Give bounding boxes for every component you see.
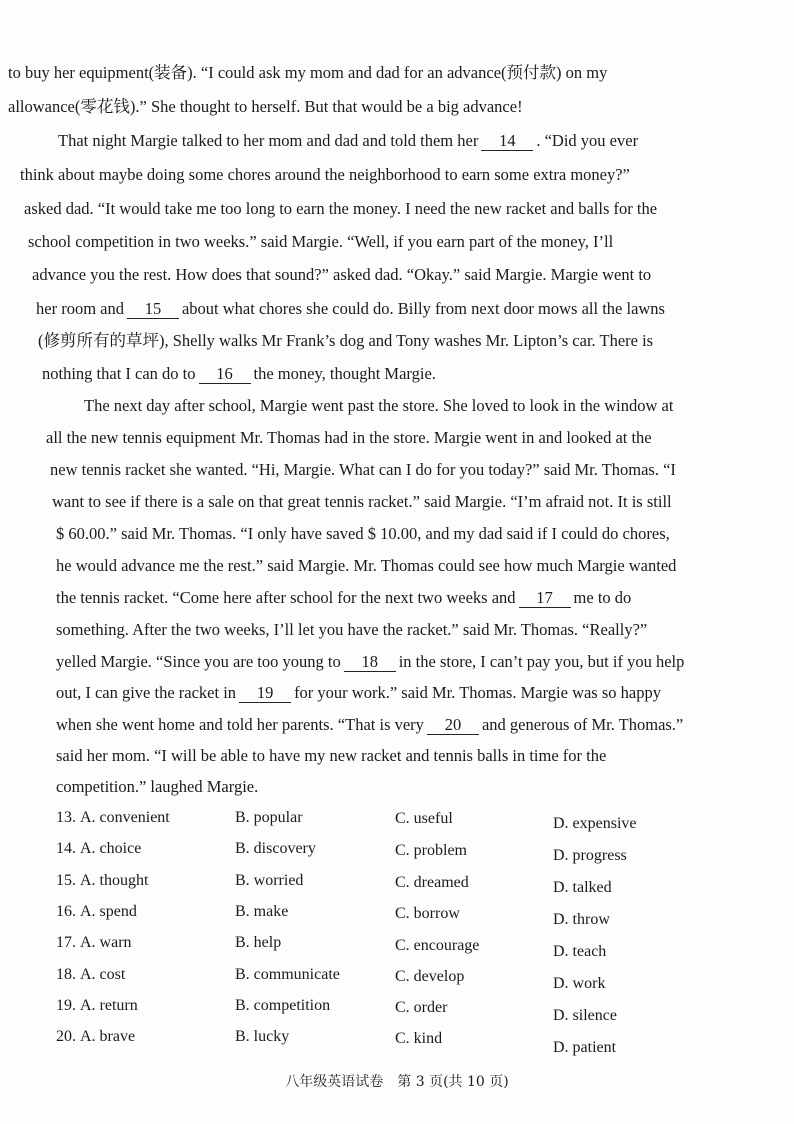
blank-16: 16 [199,365,251,384]
option-b: B. lucky [235,1028,290,1045]
passage-line [56,587,631,609]
option-b: B. competition [235,997,331,1014]
passage-text: the tennis racket. “Come here after school for the next two weeks and [56,588,516,607]
passage-line [56,714,683,736]
question-number: 16. [56,903,76,920]
passage-text: for your work.” said Mr. Thomas. Margie was so happy [294,683,661,702]
passage-text: yelled Margie. “Since you are too young to [56,652,341,671]
passage-line: school competition in two weeks.” said Margie. “Well, if you earn part of the money, I’ll [28,232,614,251]
option-d: D. patient [553,1039,617,1056]
option-a: A. thought [80,872,149,889]
passage-line [36,298,665,320]
blank-14: 14 [481,132,533,151]
option-a: A. warn [80,934,132,951]
blank-18: 18 [344,653,396,672]
passage-text: her room and [36,299,124,318]
option-c: C. order [395,999,448,1016]
passage-line: new tennis racket she wanted. “Hi, Margie. What can I do for you today?” said Mr. Thomas. “I [50,460,676,479]
passage-text: in the store, I can’t pay you, but if you help [398,652,685,671]
passage-line [56,682,661,704]
passage-line: all the new tennis equipment Mr. Thomas had in the store. Margie went in and looked at the [46,428,652,447]
passage-line [56,651,684,673]
option-b: B. worried [235,872,304,889]
passage-line: said her mom. “I will be able to have my new racket and tennis balls in time for the [56,746,607,765]
question-number: 19. [56,997,76,1014]
passage-text: out, I can give the racket in [56,683,237,702]
passage-text: and generous of Mr. Thomas.” [481,715,684,734]
passage-text: That night Margie talked to her mom and dad and told them her [58,131,479,150]
option-c: C. encourage [395,937,480,954]
passage-line: asked dad. “It would take me too long to earn the money. I need the new racket and balls for the [24,199,658,218]
passage-line [58,130,638,152]
option-d: D. teach [553,943,607,960]
option-a: A. convenient [80,809,170,826]
option-a: A. spend [80,903,137,920]
option-d: D. work [553,975,606,992]
question-number: 17. [56,934,76,951]
passage-line: he would advance me the rest.” said Margie. Mr. Thomas could see how much Margie wanted [56,556,677,575]
question-number: 13. [56,809,76,826]
option-b: B. popular [235,809,303,826]
option-a: A. cost [80,966,126,983]
blank-19: 19 [239,684,291,703]
option-c: C. problem [395,842,467,859]
passage-line: advance you the rest. How does that sound?” asked dad. “Okay.” said Margie. Margie went to [32,265,652,284]
option-b: B. discovery [235,840,316,857]
option-d: D. expensive [553,815,637,832]
option-a: A. choice [80,840,142,857]
option-c: C. useful [395,810,453,827]
option-a: A. brave [80,1028,136,1045]
question-number: 20. [56,1028,76,1045]
option-d: D. silence [553,1007,617,1024]
blank-20: 20 [427,716,479,735]
passage-line: allowance(零花钱).” She thought to herself. But that would be a big advance! [8,97,523,116]
passage-line: (修剪所有的草坪), Shelly walks Mr Frank’s dog and Tony washes Mr. Lipton’s car. There is [38,331,654,350]
option-c: C. borrow [395,905,460,922]
page-footer: 八年级英语试卷 第 3 页(共 10 页) [285,1074,509,1090]
passage-line: to buy her equipment(装备). “I could ask my mom and dad for an advance(预付款) on my [8,63,608,82]
passage-text: me to do [573,588,632,607]
passage-line: something. After the two weeks, I’ll let you have the racket.” said Mr. Thomas. “Really?” [56,620,648,639]
option-c: C. kind [395,1030,443,1047]
option-d: D. talked [553,879,612,896]
blank-15: 15 [127,300,179,319]
passage-line: want to see if there is a sale on that great tennis racket.” said Margie. “I’m afraid not. It is still [52,492,672,511]
question-number: 14. [56,840,76,857]
passage-line [42,363,436,385]
option-c: C. dreamed [395,874,469,891]
question-number: 18. [56,966,76,983]
question-number: 15. [56,872,76,889]
passage-line: think about maybe doing some chores around the neighborhood to earn some extra money?” [20,165,630,184]
option-b: B. communicate [235,966,340,983]
option-c: C. develop [395,968,465,985]
passage-text: nothing that I can do to [42,364,196,383]
passage-text: about what chores she could do. Billy from next door mows all the lawns [181,299,665,318]
passage-text: . “Did you ever [536,131,639,150]
option-d: D. throw [553,911,610,928]
passage-line: $ 60.00.” said Mr. Thomas. “I only have saved $ 10.00, and my dad said if I could do chores, [56,524,670,543]
option-b: B. help [235,934,282,951]
passage-line: competition.” laughed Margie. [56,777,259,796]
option-a: A. return [80,997,138,1014]
option-d: D. progress [553,847,627,864]
passage-text: the money, thought Margie. [253,364,436,383]
option-b: B. make [235,903,289,920]
passage-line: The next day after school, Margie went past the store. She loved to look in the window at [84,396,674,415]
blank-17: 17 [519,589,571,608]
passage-text: when she went home and told her parents. “That is very [56,715,424,734]
